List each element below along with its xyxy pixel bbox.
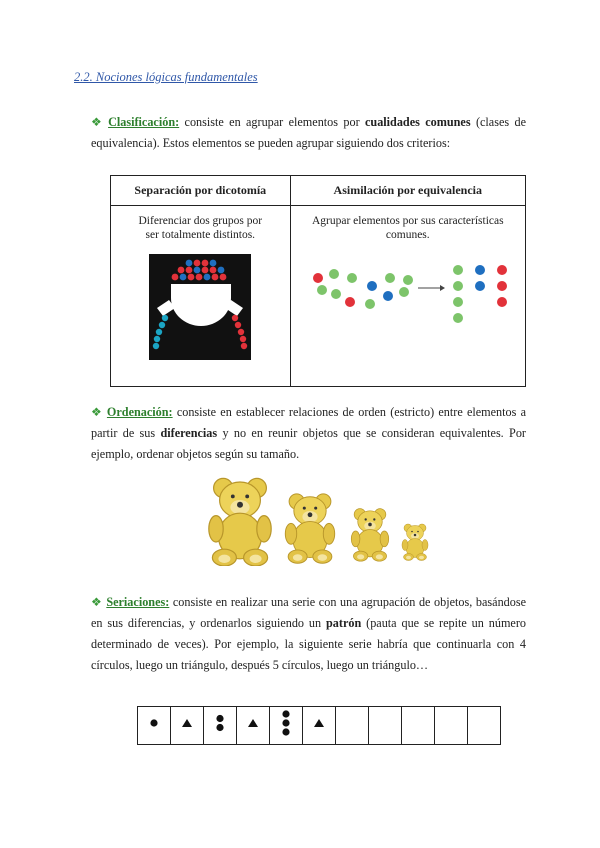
red-ball	[232, 315, 238, 321]
clasificacion-text-1: consiste en agrupar elementos por	[179, 115, 365, 129]
red-ball	[240, 336, 246, 342]
bear-large	[209, 478, 271, 566]
mixed-ball	[347, 273, 357, 283]
teal-ball	[154, 336, 160, 342]
bullet-icon: ❖	[91, 115, 105, 129]
series-cell	[204, 707, 237, 745]
teal-ball	[159, 322, 165, 328]
col2-header: Asimilación por equivalencia	[290, 176, 525, 206]
clasificacion-term: Clasificación:	[108, 115, 180, 129]
seriaciones-bold: patrón	[326, 616, 362, 630]
sorted-ball	[475, 281, 485, 291]
equivalence-cell	[290, 206, 525, 387]
pile-ball	[202, 260, 209, 267]
col1-description: Diferenciar dos grupos por ser totalmente distintos.	[138, 215, 263, 241]
pile-ball	[194, 267, 201, 274]
pile-ball	[210, 267, 217, 274]
sorted-ball	[453, 313, 463, 323]
pile-ball	[218, 267, 225, 274]
red-ball	[238, 329, 244, 335]
section-title: 2.2. Nociones lógicas fundamentales	[74, 70, 258, 84]
series-cell	[468, 707, 501, 745]
bullet-icon: ❖	[91, 595, 103, 609]
mixed-balls	[313, 269, 413, 309]
seriaciones-text-2: (pauta que se repite un número determinado de veces). Por ejemplo, la siguiente serie habría que continuarla con 4 círculos, luego un triángulo, después 5 círculos, luego un triángulo…	[91, 616, 526, 672]
bear-tiny	[402, 524, 428, 561]
dichotomy-cell	[111, 206, 291, 387]
series-cell	[369, 707, 402, 745]
pile-ball	[186, 267, 193, 274]
pile-ball	[212, 274, 219, 281]
series-circle	[282, 719, 289, 726]
sorted-ball	[475, 265, 485, 275]
col1-header: Separación por dicotomía	[111, 176, 291, 206]
pile-ball	[202, 267, 209, 274]
series-cell	[435, 707, 468, 745]
triangle-shape-icon	[246, 716, 260, 730]
clasificacion-text-2: (clases de equivalencia). Estos elementos se pueden agrupar siguiendo dos criterios:	[91, 115, 526, 150]
red-ball	[235, 322, 241, 328]
triangle-shape-icon	[180, 716, 194, 730]
series-circle	[282, 710, 289, 717]
series-triangle	[248, 719, 258, 727]
ordenacion-paragraph	[91, 402, 526, 465]
col2-description: Agrupar elementos por sus características comunes.	[311, 215, 504, 241]
teal-ball	[156, 329, 162, 335]
sorted-ball	[453, 281, 463, 291]
series-circle	[216, 724, 223, 731]
series-cell	[138, 707, 171, 745]
circle-shape-icon	[146, 707, 162, 739]
ordenacion-text-2: y no en reunir objetos que se consideran equivalentes. Por ejemplo, ordenar objetos según su tamaño.	[91, 426, 526, 461]
teddy-bears-illustration	[200, 470, 440, 566]
seriaciones-text-1: consiste en realizar una serie con una agrupación de objetos, basándose en sus diferencias, y ordenarlos siguiendo un	[91, 595, 527, 630]
bullet-icon: ❖	[91, 405, 103, 419]
triangle-shape-icon	[312, 716, 326, 730]
pile-ball	[186, 260, 193, 267]
sorted-balls	[453, 265, 507, 323]
series-cell	[336, 707, 369, 745]
classification-table	[110, 175, 526, 387]
series-circle	[216, 715, 223, 722]
equivalence-illustration	[308, 256, 508, 326]
sorted-ball	[497, 281, 507, 291]
clasificacion-paragraph	[91, 112, 526, 154]
series-triangle	[182, 719, 192, 727]
mixed-ball	[385, 273, 395, 283]
series-cell	[270, 707, 303, 745]
clasificacion-bold: cualidades comunes	[365, 115, 471, 129]
series-triangle	[314, 719, 324, 727]
pile-ball	[178, 267, 185, 274]
series-circle	[282, 728, 289, 735]
sorted-ball	[497, 265, 507, 275]
mixed-ball	[403, 275, 413, 285]
pile-ball	[188, 274, 195, 281]
series-cell	[402, 707, 435, 745]
pile-ball	[220, 274, 227, 281]
pile-ball	[194, 260, 201, 267]
mixed-ball	[331, 289, 341, 299]
mixed-ball	[313, 273, 323, 283]
circle-shape-icon	[278, 707, 294, 739]
red-ball	[241, 343, 247, 349]
seriaciones-paragraph	[91, 592, 526, 676]
seriaciones-term: Seriaciones:	[106, 595, 170, 609]
pile-ball	[180, 274, 187, 281]
series-circle	[150, 719, 157, 726]
mixed-ball	[399, 287, 409, 297]
mixed-ball	[367, 281, 377, 291]
mixed-ball	[383, 291, 393, 301]
mixed-ball	[329, 269, 339, 279]
sorted-ball	[497, 297, 507, 307]
teal-ball	[162, 315, 168, 321]
bear-medium	[285, 494, 334, 563]
pile-ball	[204, 274, 211, 281]
dichotomy-illustration	[149, 254, 251, 360]
series-cell	[237, 707, 270, 745]
sorted-ball	[453, 297, 463, 307]
series-cell	[303, 707, 336, 745]
ordenacion-term: Ordenación:	[106, 405, 173, 419]
pile-ball	[196, 274, 203, 281]
mixed-ball	[365, 299, 375, 309]
mixed-ball	[345, 297, 355, 307]
ordenacion-bold: diferencias	[160, 426, 218, 440]
circle-shape-icon	[212, 707, 228, 739]
bear-small	[351, 509, 388, 562]
series-cell	[171, 707, 204, 745]
pile-ball	[210, 260, 217, 267]
series-table	[137, 706, 501, 745]
sorted-ball	[453, 265, 463, 275]
mixed-ball	[317, 285, 327, 295]
pile-ball	[172, 274, 179, 281]
ordenacion-text-1: consiste en establecer relaciones de orden (estricto) entre elementos a partir de sus	[91, 405, 526, 440]
teal-ball	[153, 343, 159, 349]
